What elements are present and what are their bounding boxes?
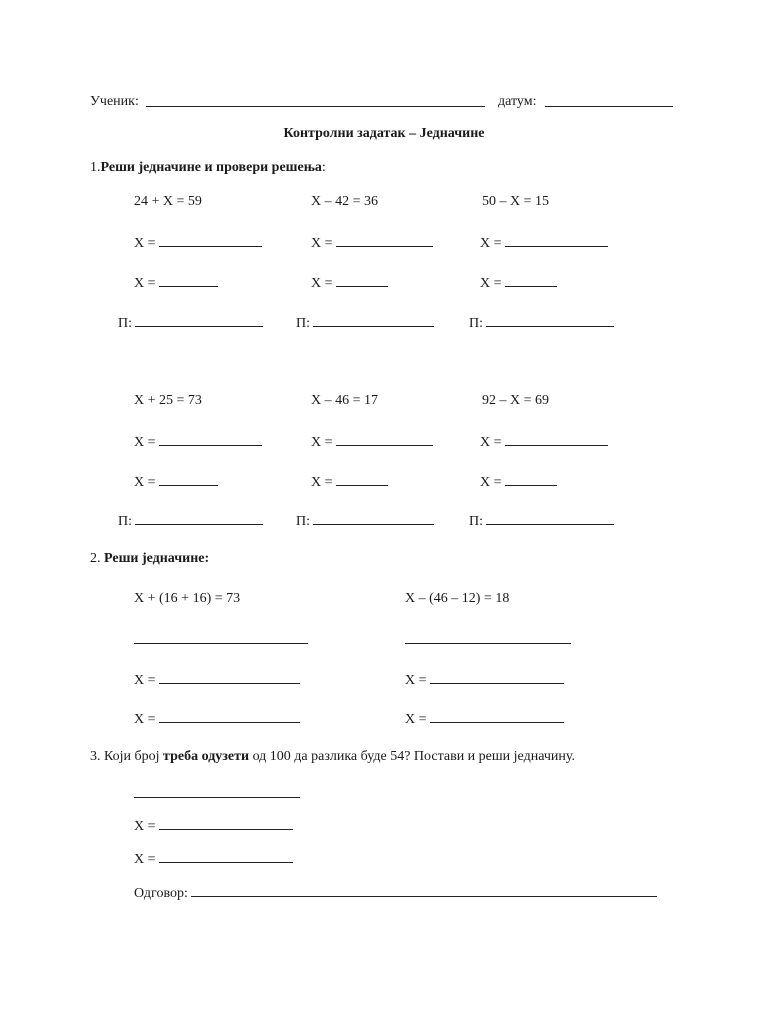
x-answer [134, 234, 262, 252]
task3-text-before: Који број [104, 749, 160, 764]
answer-line[interactable] [159, 710, 300, 723]
equation: X – (46 – 12) = 18 [405, 591, 510, 606]
x-label: X = [134, 435, 156, 450]
check-line[interactable] [486, 512, 614, 525]
equation: 92 – X = 69 [482, 393, 550, 408]
answer-line[interactable] [159, 473, 218, 486]
answer-line[interactable] [505, 234, 608, 247]
task2-heading [90, 551, 209, 567]
answer-line[interactable] [336, 433, 433, 446]
answer-line[interactable] [430, 671, 564, 684]
answer-line[interactable] [505, 274, 557, 287]
check-answer [469, 512, 614, 530]
date-line[interactable] [545, 106, 673, 107]
task1-number: 1. [90, 160, 101, 175]
equation: X – 46 = 17 [311, 393, 379, 408]
check-line[interactable] [135, 314, 263, 327]
work-line[interactable] [405, 643, 571, 644]
task3-number: 3. [90, 749, 101, 764]
task1-heading [90, 160, 326, 176]
answer-label: Одговор: [134, 886, 188, 901]
x-answer [134, 850, 293, 868]
equation: 24 + X = 59 [134, 194, 202, 209]
x-label: X = [311, 475, 333, 490]
x-label: X = [480, 475, 502, 490]
x-label: X = [134, 852, 156, 867]
x-answer [405, 710, 564, 728]
x-label: X = [134, 819, 156, 834]
page-title: Контролни задатак – Једначине [283, 126, 485, 141]
task2-number: 2. [90, 551, 101, 566]
work-line[interactable] [134, 643, 308, 644]
check-answer [118, 314, 263, 332]
x-label: X = [134, 276, 156, 291]
x-label: X = [480, 276, 502, 291]
check-line[interactable] [135, 512, 263, 525]
check-answer [118, 512, 263, 530]
answer-line[interactable] [336, 234, 433, 247]
x-answer [311, 473, 388, 491]
x-answer [311, 234, 433, 252]
answer-line[interactable] [430, 710, 564, 723]
date-label: датум: [498, 94, 537, 109]
x-label: X = [134, 236, 156, 251]
x-label: X = [480, 435, 502, 450]
equation: X – 42 = 36 [311, 194, 379, 209]
check-answer [469, 314, 614, 332]
check-label: П: [469, 514, 483, 529]
check-line[interactable] [313, 314, 434, 327]
answer-line[interactable] [505, 473, 557, 486]
x-answer [134, 710, 300, 728]
answer-line[interactable] [336, 473, 388, 486]
x-answer [134, 817, 293, 835]
x-answer [134, 473, 218, 491]
task2-heading-text: Реши једначине: [104, 551, 210, 566]
answer-line[interactable] [159, 234, 262, 247]
x-answer [134, 274, 218, 292]
answer-line[interactable] [159, 433, 262, 446]
date-field [498, 94, 536, 110]
x-label: X = [311, 435, 333, 450]
answer-line[interactable] [159, 671, 300, 684]
x-label: X = [311, 236, 333, 251]
answer-line[interactable] [159, 817, 293, 830]
equation: 50 – X = 15 [482, 194, 550, 209]
check-label: П: [296, 514, 310, 529]
x-label: X = [405, 673, 427, 688]
check-label: П: [118, 514, 132, 529]
equation: X + (16 + 16) = 73 [134, 591, 241, 606]
answer-line[interactable] [336, 274, 388, 287]
equation: X + 25 = 73 [134, 393, 202, 408]
task3-text-after: од 100 да разлика буде 54? Постави и реши једначину. [252, 749, 575, 764]
check-answer [296, 512, 434, 530]
answer-line[interactable] [159, 274, 218, 287]
student-label: Ученик: [90, 94, 139, 109]
student-name-line[interactable] [146, 106, 485, 107]
x-answer [311, 433, 433, 451]
task1-heading-suffix: : [321, 160, 326, 175]
x-answer [480, 274, 557, 292]
x-label: X = [311, 276, 333, 291]
task3-bold-text: треба одузети [163, 749, 250, 764]
x-answer [311, 274, 388, 292]
answer-line[interactable] [191, 884, 657, 897]
work-line[interactable] [134, 797, 300, 798]
check-label: П: [469, 316, 483, 331]
student-field [90, 94, 139, 110]
answer-line[interactable] [505, 433, 608, 446]
x-label: X = [134, 673, 156, 688]
x-answer [134, 433, 262, 451]
check-label: П: [118, 316, 132, 331]
check-line[interactable] [486, 314, 614, 327]
answer-field [134, 884, 657, 902]
x-label: X = [134, 475, 156, 490]
x-label: X = [480, 236, 502, 251]
check-label: П: [296, 316, 310, 331]
check-answer [296, 314, 434, 332]
x-answer [405, 671, 564, 689]
task3-question [90, 749, 575, 765]
x-answer [134, 671, 300, 689]
x-answer [480, 473, 557, 491]
check-line[interactable] [313, 512, 434, 525]
x-label: X = [405, 712, 427, 727]
task1-heading-text: Реши једначине и провери решења [100, 160, 322, 175]
x-answer [480, 234, 608, 252]
x-label: X = [134, 712, 156, 727]
answer-line[interactable] [159, 850, 293, 863]
x-answer [480, 433, 608, 451]
